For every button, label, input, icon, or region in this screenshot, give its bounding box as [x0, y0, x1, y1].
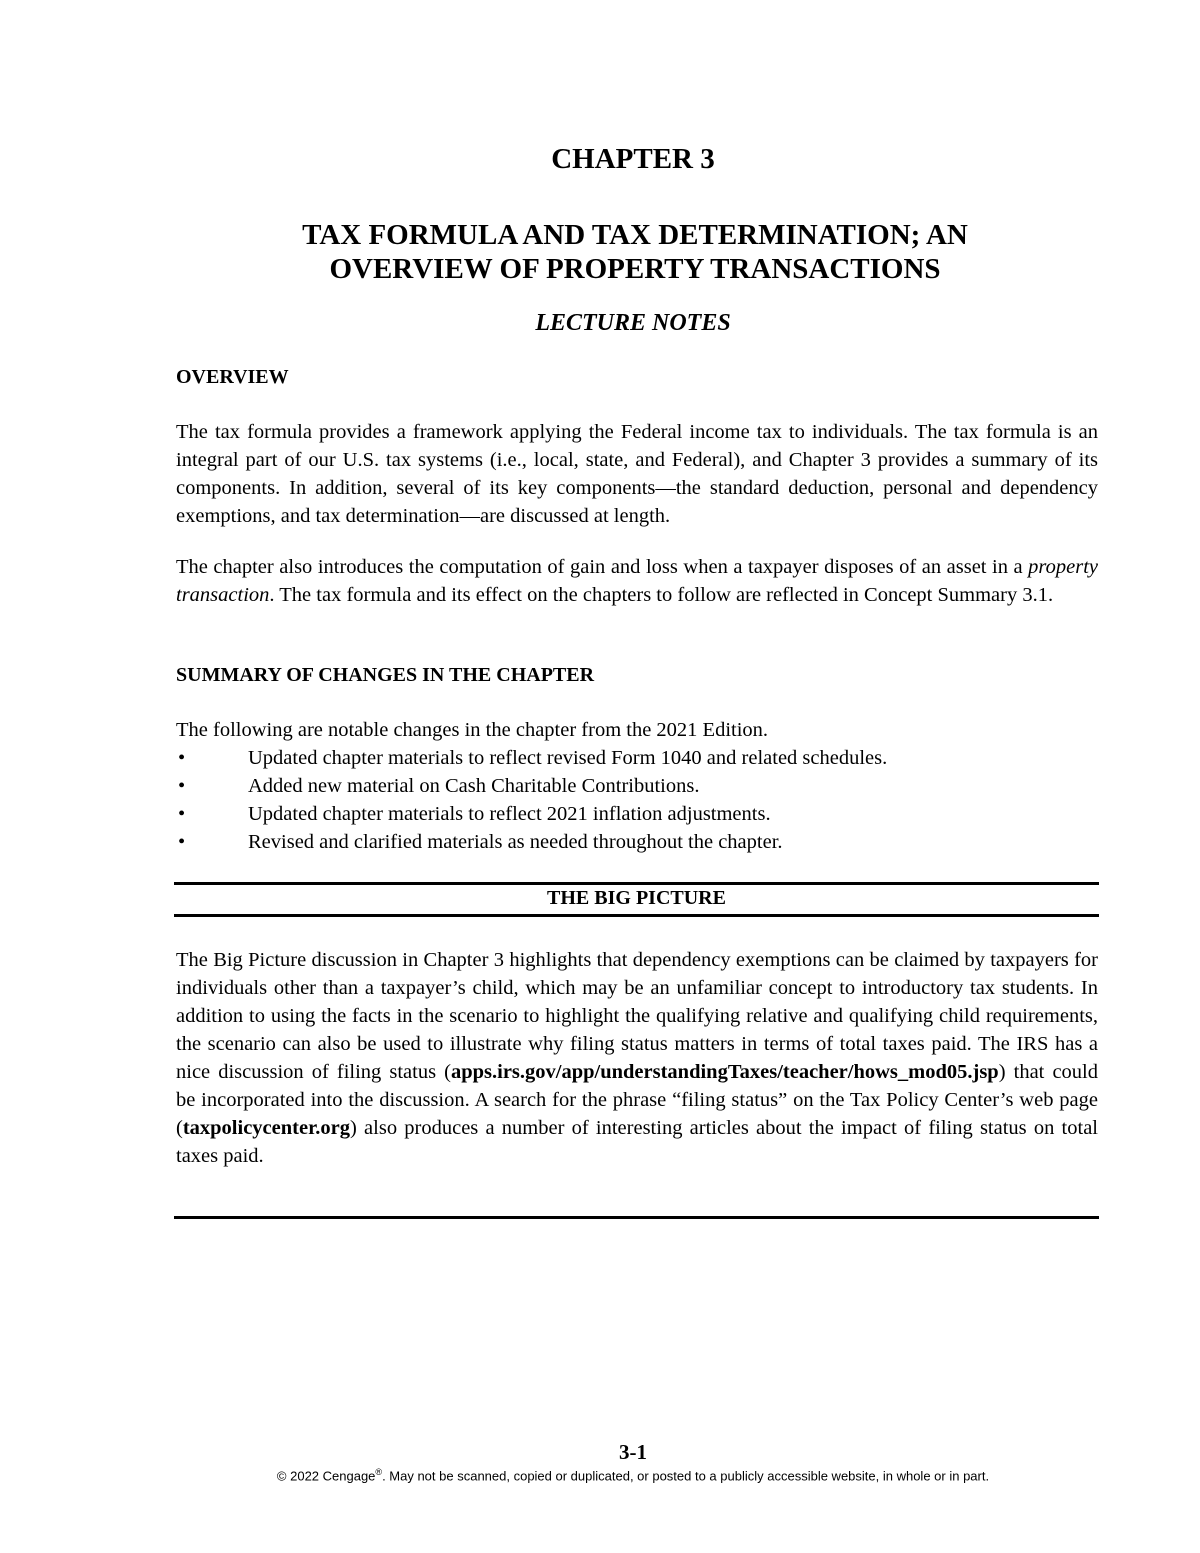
list-item: [176, 800, 1098, 828]
chapter-title-line-1: TAX FORMULA AND TAX DETERMINATION; AN: [302, 219, 968, 251]
page-number: 3-1: [619, 1440, 647, 1464]
big-picture-text-b: ) that could be incorporated into the discussion. A search for the phrase “filing status” on the Tax Policy Center’s web page (: [176, 1061, 1098, 1139]
bullet-icon: •: [178, 775, 186, 797]
registered-mark: ®: [375, 1467, 383, 1477]
summary-bullet-list: [176, 744, 1098, 856]
list-item: [176, 772, 1098, 800]
tax-policy-center-link: taxpolicycenter.org: [182, 1117, 351, 1139]
list-item-text: Revised and clarified materials as needed throughout the chapter.: [248, 831, 783, 853]
big-picture-heading: THE BIG PICTURE: [547, 887, 726, 909]
copyright-text-b: . May not be scanned, copied or duplicated, or posted to a publicly accessible website, in whole or in part.: [382, 1468, 990, 1484]
irs-link: apps.irs.gov/app/understandingTaxes/teacher/hows_mod05.jsp: [450, 1061, 999, 1083]
overview-paragraph-2-text-a: The chapter also introduces the computation of gain and loss when a taxpayer disposes of an asset in a: [176, 556, 1029, 578]
list-item: [176, 744, 1098, 772]
big-picture-header-rule: [174, 914, 1099, 917]
bullet-icon: •: [178, 803, 186, 825]
big-picture-bottom-rule: [174, 1216, 1099, 1219]
bullet-icon: •: [178, 831, 186, 853]
list-item-text: Added new material on Cash Charitable Contributions.: [248, 775, 700, 797]
overview-paragraph-1-text: The tax formula provides a framework applying the Federal income tax to individuals. The tax formula is an integral part of our U.S. tax systems (i.e., local, state, and Federal), and Chapter 3 provides a summary of its components. In addition, several of its key components—the standard deduction, personal and dependency exemptions, and tax determination—are discussed at length.: [176, 421, 1098, 527]
big-picture-text-a: The Big Picture discussion in Chapter 3 highlights that dependency exemptions can be claimed by taxpayers for individuals other than a taxpayer’s child, which may be an unfamiliar concept to introductory tax students. In addition to using the facts in the scenario to highlight the qualifying relative and qualifying child requirements, the scenario can also be used to illustrate why filing status matters in terms of total taxes paid. The IRS has a nice discussion of filing status (: [176, 949, 1098, 1083]
chapter-title: [0, 218, 1200, 286]
summary-intro: The following are notable changes in the chapter from the 2021 Edition.: [176, 719, 769, 741]
list-item-text: Updated chapter materials to reflect revised Form 1040 and related schedules.: [248, 747, 888, 769]
lecture-notes-heading: LECTURE NOTES: [535, 310, 731, 336]
overview-paragraph-1: [176, 418, 1098, 530]
big-picture-top-rule: [174, 882, 1099, 885]
overview-paragraph-2-text-b: . The tax formula and its effect on the chapters to follow are reflected in Concept Summary 3.1.: [269, 584, 1054, 606]
chapter-number: CHAPTER 3: [551, 143, 715, 175]
list-item-text: Updated chapter materials to reflect 2021 inflation adjustments.: [248, 803, 771, 825]
bullet-icon: •: [178, 747, 186, 769]
overview-heading: OVERVIEW: [176, 366, 289, 388]
copyright-notice: [0, 1467, 1200, 1483]
list-item: [176, 828, 1098, 856]
copyright-text-a: © 2022 Cengage: [276, 1468, 376, 1484]
overview-paragraph-2: [176, 553, 1098, 609]
big-picture-paragraph: [176, 946, 1098, 1170]
big-picture-text-c: ) also produces a number of interesting articles about the impact of filing status on total taxes paid.: [176, 1117, 1098, 1167]
chapter-title-line-2: OVERVIEW OF PROPERTY TRANSACTIONS: [329, 253, 941, 285]
property-transaction-term: property transaction: [176, 556, 1098, 606]
summary-heading: SUMMARY OF CHANGES IN THE CHAPTER: [176, 664, 595, 686]
